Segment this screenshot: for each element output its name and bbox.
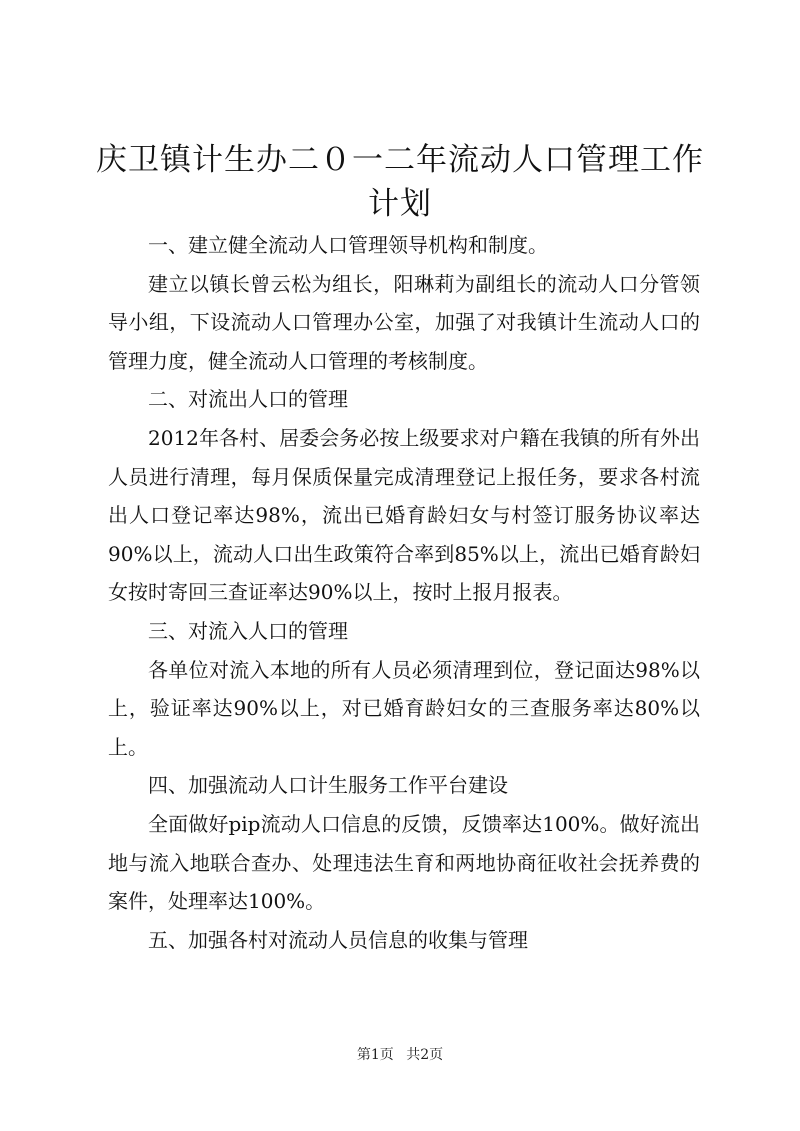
section-heading-1: 一、建立健全流动人口管理领导机构和制度。 bbox=[148, 233, 548, 257]
document-body bbox=[108, 226, 700, 959]
page-footer bbox=[0, 1045, 800, 1065]
section-heading-4: 四、加强流动人口计生服务工作平台建设 bbox=[148, 773, 508, 798]
section-heading-2: 二、对流出人口的管理 bbox=[148, 387, 348, 412]
paragraph-3: 各单位对流入本地的所有人员必须清理到位，登记面达98%以上，验证率达90%以上，对已婚育龄妇女的三查服务率达80%以上。 bbox=[108, 657, 700, 759]
page-number: 第1页 bbox=[356, 1047, 394, 1063]
section-heading-3: 三、对流入人口的管理 bbox=[148, 618, 348, 643]
paragraph-4: 全面做好pip流动人口信息的反馈，反馈率达100%。做好流出地与流入地联合查办、处理违法生育和两地协商征收社会抚养费的案件，处理率达100%。 bbox=[108, 811, 700, 914]
paragraph-2: 2012年各村、居委会务必按上级要求对户籍在我镇的所有外出人员进行清理，每月保质保量完成清理登记上报任务，要求各村流出人口登记率达98%，流出已婚育龄妇女与村签订服务协议率达90%以上，流动人口出生政策符合率到85%以上，流出已婚育龄妇女按时寄回三查证率达90%以上，按时上报月报表。 bbox=[108, 425, 700, 605]
paragraph-1: 建立以镇长曾云松为组长，阳琳莉为副组长的流动人口分管领导小组，下设流动人口管理办公室，加强了对我镇计生流动人口的管理力度，健全流动人口管理的考核制度。 bbox=[108, 271, 700, 373]
section-heading-5: 五、加强各村对流动人员信息的收集与管理 bbox=[148, 927, 528, 952]
page-total: 共2页 bbox=[406, 1047, 444, 1063]
document-title: 庆卫镇计生办二０一二年流动人口管理工作计划 bbox=[96, 142, 704, 222]
